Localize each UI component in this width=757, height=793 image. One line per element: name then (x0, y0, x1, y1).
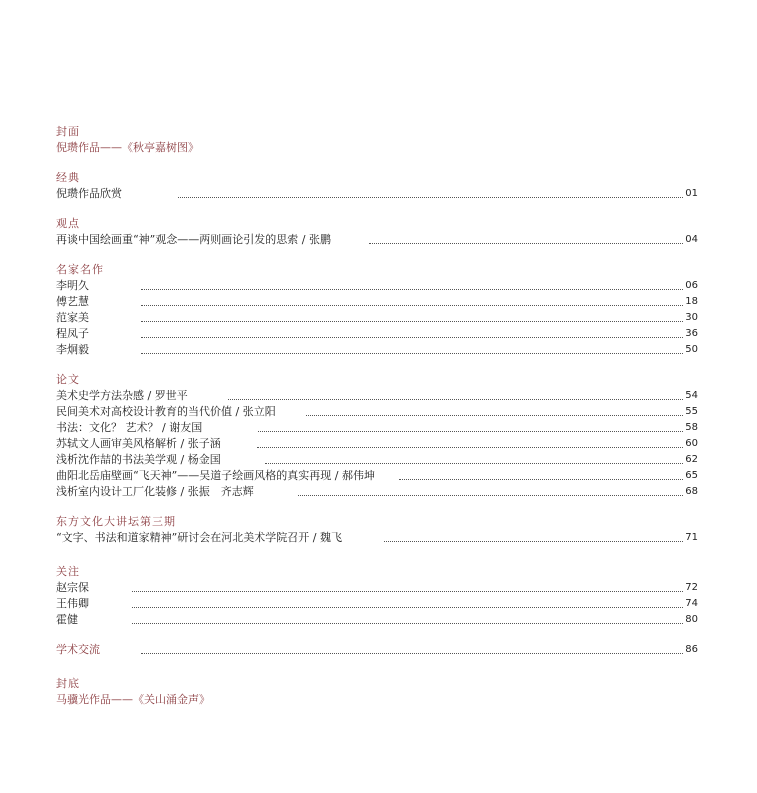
dot-leader (178, 197, 683, 198)
section-heading: 观点 (56, 217, 80, 230)
section-papers (56, 372, 698, 500)
entry-title: 范家美 (56, 311, 89, 324)
entry-page: 58 (685, 422, 698, 433)
dot-leader (384, 541, 683, 542)
table-of-contents (56, 124, 698, 722)
dot-leader (132, 591, 683, 592)
dot-leader (257, 447, 684, 448)
toc-entry[interactable] (56, 310, 698, 326)
entry-page: 74 (685, 598, 698, 609)
dot-leader (141, 305, 683, 306)
entry-title: 浅析室内设计工厂化装修 / 张振 齐志辉 (56, 485, 254, 498)
entry-title: 曲阳北岳庙壁画“飞天神”——吴道子绘画风格的真实再现 / 郝伟坤 (56, 469, 375, 482)
entry-title: 程凤子 (56, 327, 89, 340)
toc-entry[interactable] (56, 596, 698, 612)
entry-title: 傅艺慧 (56, 295, 89, 308)
entry-page: 71 (685, 532, 698, 543)
entry-title: 霍健 (56, 613, 78, 626)
toc-entry[interactable] (56, 530, 698, 546)
toc-entry[interactable] (56, 580, 698, 596)
entry-title: 美术史学方法杂感 / 罗世平 (56, 389, 188, 402)
section-heading: 封面 (56, 125, 80, 138)
entry-title: 赵宗保 (56, 581, 89, 594)
section-focus (56, 564, 698, 628)
entry-page: 80 (685, 614, 698, 625)
toc-entry[interactable] (56, 278, 698, 294)
section-backcover (56, 676, 698, 708)
entry-page: 01 (685, 188, 698, 199)
toc-entry[interactable] (56, 232, 698, 248)
entry-title: 倪瓒作品欣赏 (56, 187, 122, 200)
section-heading: 论文 (56, 373, 80, 386)
entry-page: 04 (685, 234, 698, 245)
toc-entry[interactable] (56, 326, 698, 342)
dot-leader (132, 607, 683, 608)
section-masters (56, 262, 698, 358)
toc-entry[interactable] (56, 342, 698, 358)
section-heading: 名家名作 (56, 263, 104, 276)
entry-page: 72 (685, 582, 698, 593)
entry-title: 王伟卿 (56, 597, 89, 610)
toc-entry[interactable] (56, 468, 698, 484)
dot-leader (298, 495, 684, 496)
cover-line: 倪瓒作品——《秋亭嘉树图》 (56, 141, 199, 154)
toc-entry[interactable] (56, 388, 698, 404)
entry-title: 李明久 (56, 279, 89, 292)
dot-leader (265, 463, 684, 464)
dot-leader (258, 431, 683, 432)
entry-page: 55 (685, 406, 698, 417)
entry-title: 民间美术对高校设计教育的当代价值 / 张立阳 (56, 405, 276, 418)
entry-title: 学术交流 (56, 643, 100, 656)
toc-entry[interactable] (56, 420, 698, 436)
dot-leader (141, 337, 683, 338)
entry-page: 36 (685, 328, 698, 339)
section-heading: 关注 (56, 565, 80, 578)
entry-title: 苏轼文人画审美风格解析 / 张子涵 (56, 437, 221, 450)
toc-entry[interactable] (56, 452, 698, 468)
entry-page: 62 (685, 454, 698, 465)
section-heading: 经典 (56, 171, 80, 184)
dot-leader (306, 415, 684, 416)
entry-page: 54 (685, 390, 698, 401)
entry-page: 30 (685, 312, 698, 323)
entry-title: 浅析沈作喆的书法美学观 / 杨金国 (56, 453, 221, 466)
entry-page: 68 (685, 486, 698, 497)
entry-title: “文字、书法和道家精神”研讨会在河北美术学院召开 / 魏飞 (56, 531, 342, 544)
dot-leader (141, 289, 683, 290)
section-exchange (56, 642, 698, 658)
section-classic (56, 170, 698, 202)
section-viewpoint (56, 216, 698, 248)
dot-leader (141, 353, 683, 354)
section-heading: 东方文化大讲坛第三期 (56, 515, 176, 528)
dot-leader (369, 243, 683, 244)
toc-entry[interactable] (56, 484, 698, 500)
toc-entry[interactable] (56, 642, 698, 658)
toc-entry[interactable] (56, 294, 698, 310)
toc-entry[interactable] (56, 436, 698, 452)
section-heading: 封底 (56, 677, 80, 690)
entry-page: 86 (685, 644, 698, 655)
entry-title: 再谈中国绘画重“神”观念——两则画论引发的思索 / 张鹏 (56, 233, 331, 246)
toc-entry[interactable] (56, 404, 698, 420)
section-forum (56, 514, 698, 546)
toc-entry[interactable] (56, 186, 698, 202)
entry-page: 60 (685, 438, 698, 449)
dot-leader (228, 399, 684, 400)
entry-page: 06 (685, 280, 698, 291)
toc-entry[interactable] (56, 612, 698, 628)
dot-leader (141, 321, 683, 322)
dot-leader (132, 623, 683, 624)
entry-page: 50 (685, 344, 698, 355)
entry-page: 65 (685, 470, 698, 481)
dot-leader (399, 479, 683, 480)
dot-leader (141, 653, 683, 654)
backcover-line: 马骥光作品——《关山涌金声》 (56, 693, 210, 706)
entry-page: 18 (685, 296, 698, 307)
section-cover (56, 124, 698, 156)
entry-title: 李炯毅 (56, 343, 89, 356)
entry-title: 书法：文化？ 艺术？ / 谢友国 (56, 421, 203, 434)
